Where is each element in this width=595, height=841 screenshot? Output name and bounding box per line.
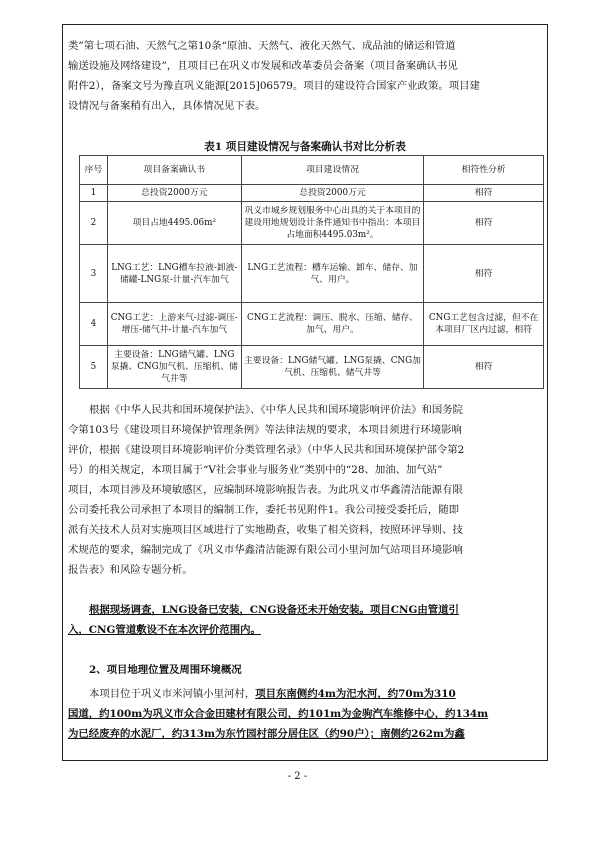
table-row — [80, 346, 544, 389]
comparison-table — [79, 155, 544, 389]
cell-filing: 主要设备：LNG储气罐、LNG泵撬、CNG加气机、压缩机、储气井等 — [107, 346, 241, 389]
cell-filing: 总投资2000万元 — [107, 185, 241, 202]
section-heading — [68, 660, 542, 680]
legal-line: 号）的相关规定，本项目属于“V社会事业与服务业”类别中的“28、加油、加气站” — [68, 464, 443, 476]
cell-actual: CNG工艺流程：调压、脱水、压缩、储存、加气、用户。 — [241, 303, 424, 346]
cell-analysis: 相符 — [424, 185, 544, 202]
legal-line: 报告表》和风险专题分析。 — [68, 564, 193, 576]
location-line: 为已经废弃的水泥厂，约313m为东竹园村部分居住区（约90户）；南侧约262m为鑫 — [68, 728, 465, 740]
cell-actual: 总投资2000万元 — [241, 185, 424, 202]
cell-no: 5 — [80, 346, 108, 389]
header-analysis: 相符性分析 — [424, 156, 544, 185]
header-no: 序号 — [80, 156, 108, 185]
cell-no: 1 — [80, 185, 108, 202]
legal-line: 公司委托我公司承担了本项目的编制工作，委托书见附件1。我公司接受委托后，随即 — [68, 504, 460, 516]
page-number: - 2 - — [287, 771, 308, 782]
legal-line: 评价，根据《建设项目环境影响评价分类管理名录》（中华人民共和国环境保护部令第2 — [68, 444, 465, 456]
cell-filing: LNG工艺：LNG槽车拉液-卸液-储罐-LNG泵-计量-汽车加气 — [107, 245, 241, 303]
header-filing: 项目备案确认书 — [107, 156, 241, 185]
cell-analysis: 相符 — [424, 346, 544, 389]
cell-analysis: 相符 — [424, 202, 544, 245]
table-header-row — [80, 156, 544, 185]
legal-basis-paragraph — [68, 400, 542, 580]
legal-line: 根据《中华人民共和国环境保护法》、《中华人民共和国环境影响评价法》和国务院 — [89, 404, 464, 416]
location-distance-text: 项目东南侧约4m为汜水河，约70m为310 — [255, 688, 456, 700]
intro-line: 类”第七项石油、天然气之第10条“原油、天然气、液化天然气、成品油的储运和管道 — [68, 40, 456, 52]
cell-actual: 主要设备：LNG储气罐、LNG泵撬、CNG加气机、压缩机、储气井等 — [241, 346, 424, 389]
survey-line: 根据现场调查，LNG设备已安装，CNG设备还未开始安装。项目CNG由管道引 — [89, 604, 459, 616]
cell-actual: LNG工艺流程：槽车运输、卸车、储存、加气、用户。 — [241, 245, 424, 303]
location-paragraph — [68, 684, 542, 744]
intro-line: 设情况与备案稍有出入，具体情况见下表。 — [68, 100, 266, 112]
header-actual: 项目建设情况 — [241, 156, 424, 185]
table-row — [80, 185, 544, 202]
legal-line: 项目，本项目涉及环境敏感区，应编制环境影响报告表。为此巩义市华鑫清洁能源有限 — [68, 484, 463, 496]
intro-paragraph — [68, 36, 542, 116]
intro-line: 附件2），备案文号为豫直巩义能源[2015]06579。项目的建设符合国家产业政策。项目建 — [68, 80, 480, 92]
legal-line: 术规范的要求，编制完成了《巩义市华鑫清洁能源有限公司小里河加气站项目环境影响 — [68, 544, 463, 556]
table-row — [80, 245, 544, 303]
page-border — [62, 24, 548, 761]
cell-analysis: 相符 — [424, 245, 544, 303]
legal-line: 派有关技术人员对实施项目区域进行了实地勘查，收集了相关资料，按照环评导则、技 — [68, 524, 463, 536]
cell-filing: CNG工艺：上游来气-过滤-调压-增压-储气井-计量-汽车加气 — [107, 303, 241, 346]
table-caption: 表1 项目建设情况与备案确认书对比分析表 — [204, 141, 406, 153]
cell-filing: 项目占地4495.06m² — [107, 202, 241, 245]
cell-no: 3 — [80, 245, 108, 303]
cell-analysis: CNG工艺包含过滤，但不在本项目厂区内过滤，相符 — [424, 303, 544, 346]
location-line: 国道，约100m为巩义市众合金田建材有限公司，约101m为金驹汽车维修中心，约134m — [68, 708, 489, 720]
legal-line: 令第103号《建设项目环境保护管理条例》等法律法规的要求，本项目须进行环境影响 — [68, 424, 462, 436]
survey-line: 入，CNG管道敷设不在本次评价范围内。 — [68, 624, 261, 636]
cell-no: 2 — [80, 202, 108, 245]
table-row — [80, 303, 544, 346]
section-heading-text: 2、项目地理位置及周围环境概况 — [89, 664, 242, 676]
site-survey-paragraph — [68, 600, 542, 640]
table-row — [80, 202, 544, 245]
cell-no: 4 — [80, 303, 108, 346]
location-line — [68, 684, 542, 704]
cell-actual: 巩义市城乡规划服务中心出具的关于本项目的建设用地规划设计条件通知书中指出：本项目占地面积4495.03m²。 — [241, 202, 424, 245]
location-intro-text: 本项目位于巩义市米河镇小里河村， — [89, 688, 256, 700]
intro-line: 输送设施及网络建设”，且项目已在巩义市发展和改革委员会备案（项目备案确认书见 — [68, 60, 458, 72]
